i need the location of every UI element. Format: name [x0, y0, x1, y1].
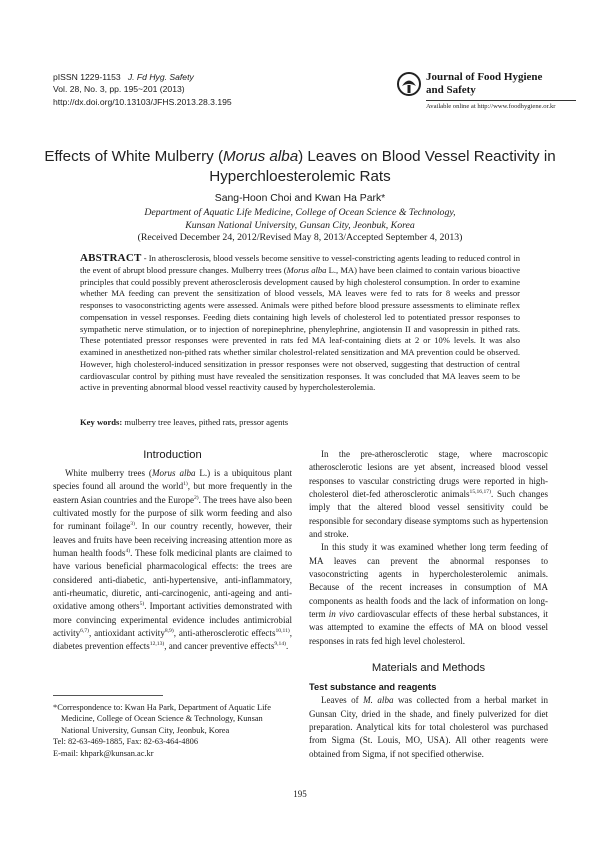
right-column: [309, 448, 548, 761]
footnote-line: National University, Gunsan City, Jeonbuk, Korea: [61, 725, 230, 735]
footnote-line: *Correspondence to: Kwan Ha Park, Department of Aquatic Life: [53, 703, 271, 712]
issn-line: [53, 71, 232, 83]
abstract: [80, 253, 520, 394]
logo-title-line2: and Safety: [426, 84, 476, 96]
paper-title: [40, 147, 560, 187]
keywords: [80, 417, 288, 427]
title-part: ) Leaves on Blood Vessel Reactivity in: [298, 148, 556, 165]
test-substance-heading: Test substance and reagents: [309, 682, 437, 693]
intro-heading: Introduction: [143, 449, 202, 461]
title-part: Effects of White Mulberry (: [44, 148, 224, 165]
abstract-text: - In atherosclerosis, blood vessels become sensitive to vessel-constricting agents leading to reduced control in the event of abrupt blood pressure changes. Mulberry trees (: [80, 253, 520, 275]
right-paragraph-2: In this study it was examined whether long term feeding of MA leaves can prevent the abnormal responses to vasoconstricting agents in hypercholesterolemic animals. Because of the recent increases in consumption of MA components as health foods and the lack of information on long-term in vivo cardiovascular effects of these herbal substances, it was attempted to examine the effects of MA on blood vessel responses in rats fed high level cholesterol.: [309, 542, 549, 646]
journal-logo: [396, 69, 576, 125]
methods-heading: Materials and Methods: [371, 662, 486, 675]
title-line2: Hyperchloesterolemic Rats: [209, 168, 391, 185]
left-column: [53, 448, 292, 654]
footnote-phone: Tel: 82-63-469-1885, Fax: 82-63-464-4806: [53, 737, 199, 747]
keywords-label: Key words:: [80, 417, 123, 427]
footnote-email[interactable]: E-mail: khpark@kunsan.ac.kr: [53, 748, 154, 758]
page-number: 195: [293, 789, 307, 799]
abstract-italic: Morus alba: [286, 264, 327, 275]
affiliation-line1: Department of Aquatic Life Medicine, College of Ocean Science & Technology,: [144, 207, 456, 218]
affiliation-line2: Kunsan National University, Gunsan City, Jeonbuk, Korea: [185, 219, 415, 231]
footnote-line: Medicine, College of Ocean Science & Technology, Kunsan: [61, 714, 263, 724]
journal-abbrev: J. Fd Hyg. Safety: [127, 72, 194, 82]
abstract-heading: ABSTRACT: [80, 252, 142, 264]
right-paragraph-3: Leaves of M. alba was collected from a herbal market in Gunsan City, dried in the shade, and finely pulverized for diet preparation. Analytical kits for total cholesterol was purchased from Sigma (St. Louis, MO, USA). All other reagents were obtained from Sigma, if not specified otherwise.: [309, 695, 548, 759]
logo-divider: [426, 100, 576, 101]
journal-meta: [53, 71, 232, 108]
journal-logo-mark-icon: [396, 71, 422, 97]
abstract-text: L., MA) have been claimed to contain various bioactive principles that could possibly prevent atherosclerosis development caused by high cholesterol consumption. In order to examine whether MA feeding can prevent the sensitization of blood vessels, MA leaves were fed to rats for 8 weeks and pressor responses to vasoconstricting agents were assessed. Animals were pithed before blood pressure assessments to eliminate reflex compensation in vessel responses. Feeding diets containing high levels of cholesterol led to potentiated pressor responses to sympathetic nerve stimulation, or to injection of norepinephrine, phenylephrine, angiotensin II and vasopressin in pithed rats. These potentiated pressor responses were prevented in rats fed MA leaf-containing diets at 2 or 10% levels. It was also examined in anesthetized non-pithed rats whether similar cholestrol-related sensitization and MA prevention could be observed. However, high cholesterol-induced sensitization in pressor responses were not observed, suggesting that destruction of central cardiovascular control by pithing must have revealed the sensitization responses. It was concluded that MA leaves seem to be active in preventing abnormal blood vessel reactivity caused by hypercholesterolemia.: [80, 264, 521, 393]
received-dates: (Received December 24, 2012/Revised May 8, 2013/Accepted September 4, 2013): [137, 232, 463, 244]
logo-url[interactable]: Available online at http://www.foodhygiene.or.kr: [426, 103, 556, 110]
footnote-divider: [53, 695, 163, 696]
right-paragraph-1: In the pre-atherosclerotic stage, where macroscopic atherosclerotic lesions are yet absent, increased blood vessel responses to vascular constricting drugs were reported in high-cholesterol diet-fed atherosclerotic animals$^{15,16,17)}$. Such changes imply that the altered blood vessel sensitivity could be responsible for secondary disease symptoms such as hypertension and stroke.: [309, 449, 548, 540]
doi-link[interactable]: http://dx.doi.org/10.13103/JFHS.2013.28.3.195: [53, 96, 232, 107]
volume-line: Vol. 28, No. 3, pp. 195~201 (2013): [53, 84, 185, 95]
intro-paragraph: White mulberry trees (Morus alba L.) is a ubiquitous plant species found all around the world$^{1)}$, but more frequently in the eastern Asian countries and the Europe$^{2)}$. The trees have also been cultivated mostly for the purpose of silk worm feeding and also for ruminant foilage$^{3)}$. In our country recently, however, their leaves and fruits have been receiving increasing attention more as human health foods$^{4)}$. These folk medicinal plants are claimed to have various beneficial pharmacological effects: the trees are considered anti-diabetic, anti-hypertensive, anti-inflammatory, anti-rheumatic, diuretic, anti-carcinogenic, anti-ageing and anti-oxidative among others$^{5)}$. Important activities demonstrated with more convincing experimental evidence includes antimicrobial activity$^{6,7)}$, antioxidant activity$^{8,9)}$, anti-atherosclerotic effects$^{10,11)}$, diabetes prevention effects$^{12,13)}$, and cancer preventive effects$^{9,14)}$.: [53, 468, 293, 652]
affiliation: [0, 207, 600, 245]
authors: Sang-Hoon Choi and Kwan Ha Park*: [214, 193, 386, 204]
title-italic: Morus alba: [223, 148, 299, 165]
title-line1: [40, 147, 560, 167]
issn: pISSN 1229-1153: [53, 72, 121, 82]
logo-title: [426, 71, 542, 97]
keywords-text: mulberry tree leaves, pithed rats, pressor agents: [122, 417, 289, 427]
logo-title-line1: Journal of Food Hygiene: [426, 71, 543, 83]
correspondence-footnote: [53, 702, 298, 759]
